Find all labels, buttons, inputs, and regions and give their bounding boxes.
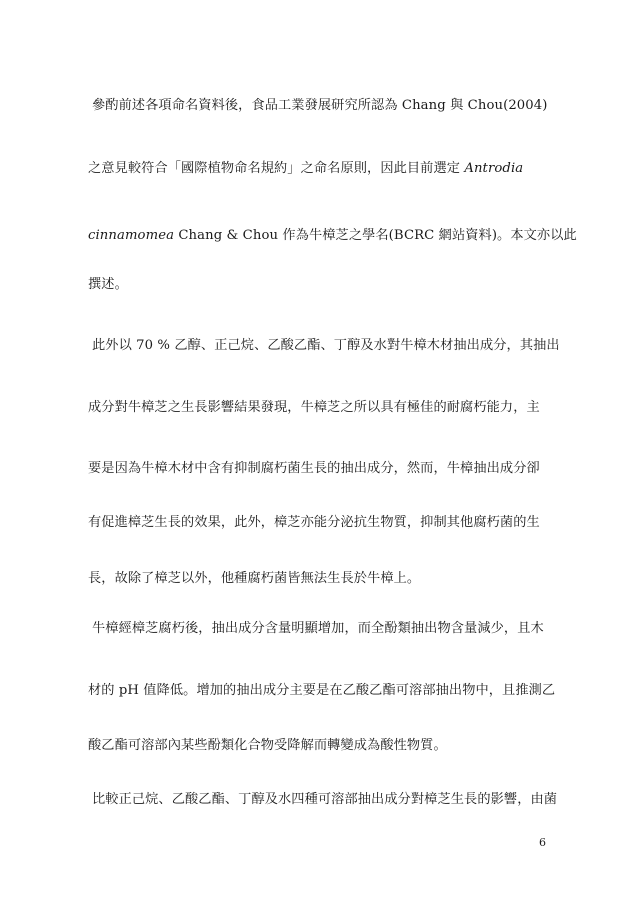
paragraph-1-line-3: cinnamomea Chang & Chou 作為牛樟芝之學名(BCRC 網站資料)。本文亦以此 <box>88 228 577 243</box>
paragraph-1-line-2 <box>88 160 548 178</box>
paragraph-3-line-2: 材的 pH 值降低。增加的抽出成分主要是在乙酸乙酯可溶部抽出物中，且推測乙 <box>88 683 556 698</box>
scientific-name: Antrodia <box>464 161 524 176</box>
paragraph-4-line-1: 比較正己烷、乙酸乙酯、丁醇及水四種可溶部抽出成分對樟芝生長的影響，由菌 <box>92 792 558 807</box>
paragraph-2-line-5: 長，故除了樟芝以外，他種腐朽菌皆無法生長於牛樟上。 <box>88 571 421 586</box>
paragraph-1-line-4: 撰述。 <box>88 277 128 292</box>
paragraph-2-line-3: 要是因為牛樟木材中含有抑制腐朽菌生長的抽出成分，然而，牛樟抽出成分卻 <box>88 461 540 476</box>
page-number: 6 <box>539 836 546 849</box>
paragraph-1-line-2-text: 之意見較符合「國際植物命名規約」之命名原則，因此目前選定 Antrodia <box>88 161 524 176</box>
paragraph-3-line-3: 酸乙酯可溶部內某些酚類化合物受降解而轉變成為酸性物質。 <box>88 738 447 753</box>
paragraph-2-line-2: 成分對牛樟芝之生長影響結果發現，牛樟芝之所以具有極佳的耐腐朽能力，主 <box>88 400 540 415</box>
paragraph-3-line-1: 牛樟經樟芝腐朽後，抽出成分含量明顯增加，而全酚類抽出物含量減少，且木 <box>92 621 544 636</box>
scientific-name: cinnamomea <box>88 228 175 243</box>
paragraph-2-line-4: 有促進樟芝生長的效果，此外，樟芝亦能分泌抗生物質，抑制其他腐朽菌的生 <box>88 515 540 530</box>
paragraph-1-line-1: 參酌前述各項命名資料後，食品工業發展研究所認為 Chang 與 Chou(2004) <box>92 98 548 113</box>
paragraph-2-line-1: 此外以 70 % 乙醇、正己烷、乙酸乙酯、丁醇及水對牛樟木材抽出成分，其抽出 <box>92 338 560 353</box>
